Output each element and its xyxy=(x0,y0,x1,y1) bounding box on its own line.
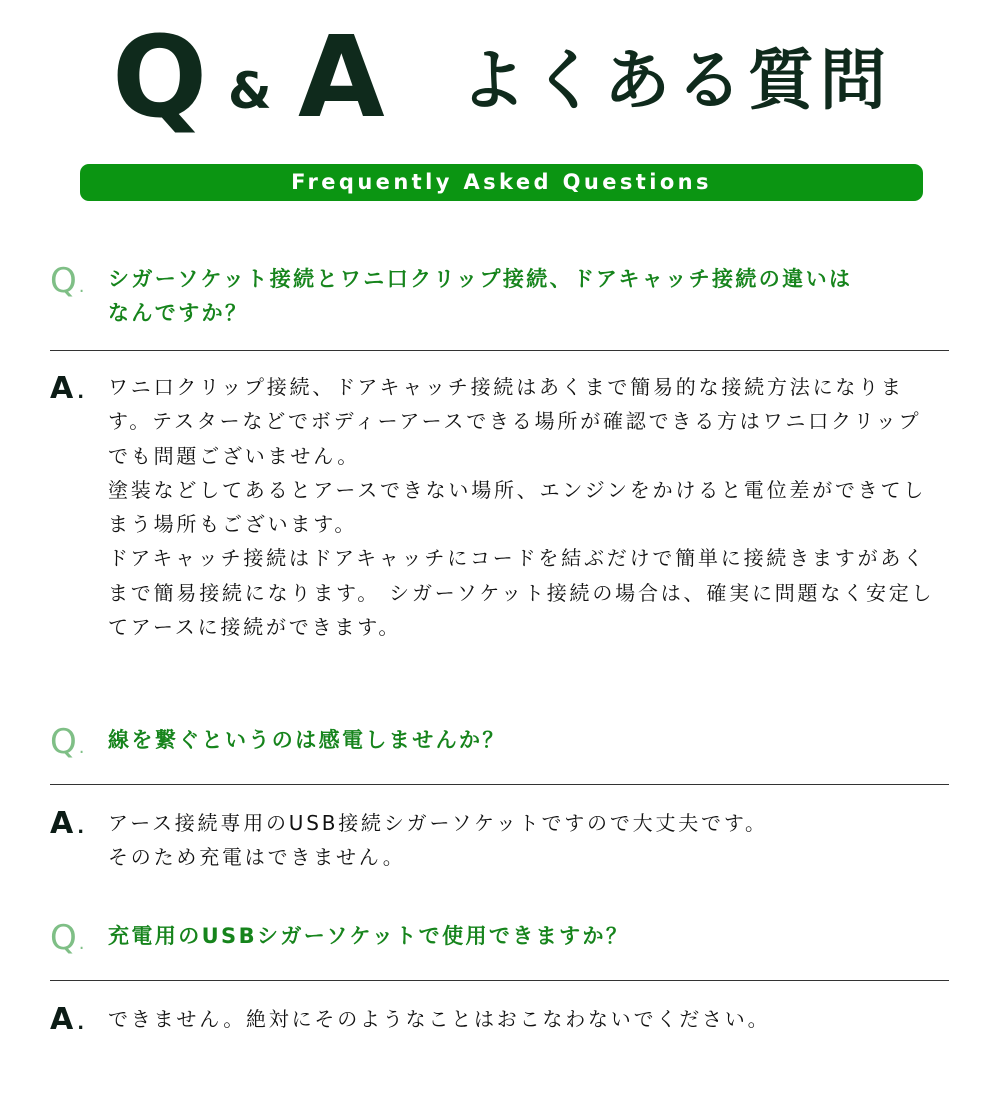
question-line: 充電用のUSBシガーソケットで使用できますか？ xyxy=(108,924,630,948)
a-dot: . xyxy=(77,1013,85,1034)
a-letter: A xyxy=(50,1002,74,1037)
answer-text xyxy=(108,1002,968,1036)
q-dot: . xyxy=(78,737,85,758)
answer-line: そのため充電はできません。 xyxy=(108,845,406,870)
answer-line: す。テスターなどでボディーアースできる場所が確認できる方はワニ口クリップ xyxy=(108,409,922,434)
a-letter: A xyxy=(50,371,74,406)
answer-line: まう場所もございます。 xyxy=(108,512,358,537)
divider xyxy=(50,980,949,981)
answer-line: 塗装などしてあるとアースできない場所、エンジンをかけると電位差ができてし xyxy=(108,477,927,502)
question-text xyxy=(108,723,968,757)
answer-line: ワニ口クリップ接続、ドアキャッチ接続はあくまで簡易的な接続方法になりま xyxy=(108,375,904,399)
question-line: シガーソケット接続とワニ口クリップ接続、ドアキャッチ接続の違いは xyxy=(108,267,853,291)
a-dot: . xyxy=(77,382,85,403)
answer-line: できません。絶対にそのようなことはおこなわないでください。 xyxy=(108,1007,771,1031)
answer-line: てアースに接続ができます。 xyxy=(108,615,402,640)
question-mark-label xyxy=(50,918,85,958)
logo-ampersand: & xyxy=(228,62,272,120)
answer-text xyxy=(108,806,968,875)
a-dot: . xyxy=(77,817,85,838)
question-text xyxy=(108,919,968,953)
question-text xyxy=(108,262,968,330)
answer-line: ドアキャッチ接続はドアキャッチにコードを結ぶだけで簡単に接続きますがあく xyxy=(108,546,926,571)
answer-mark-label xyxy=(50,1002,85,1037)
logo-q-letter: Q xyxy=(112,13,208,143)
answer-line: でも問題ございません。 xyxy=(108,443,360,468)
answer-mark-label xyxy=(50,806,85,841)
question-mark-label xyxy=(50,722,85,762)
q-dot: . xyxy=(78,933,85,954)
q-letter: Q xyxy=(50,918,77,958)
page-title: よくある質問 xyxy=(460,42,892,119)
answer-mark-label xyxy=(50,371,85,406)
q-letter: Q xyxy=(50,261,77,301)
logo-a-letter: A xyxy=(298,13,385,143)
faq-banner: Frequently Asked Questions xyxy=(80,164,923,201)
question-mark-label xyxy=(50,261,85,301)
a-letter: A xyxy=(50,806,74,841)
q-letter: Q xyxy=(50,722,77,762)
question-line: 線を繋ぐというのは感電しませんか？ xyxy=(108,728,506,752)
page-header xyxy=(0,0,1000,150)
question-line: なんですか？ xyxy=(108,301,249,325)
divider xyxy=(50,784,949,785)
answer-text xyxy=(108,370,968,644)
answer-line: アース接続専用のUSB接続シガーソケットですので大丈夫です。 xyxy=(108,811,768,835)
divider xyxy=(50,350,949,351)
q-dot: . xyxy=(78,276,85,297)
answer-line: まで簡易接続になります。 シガーソケット接続の場合は、確実に問題なく安定し xyxy=(108,580,935,605)
